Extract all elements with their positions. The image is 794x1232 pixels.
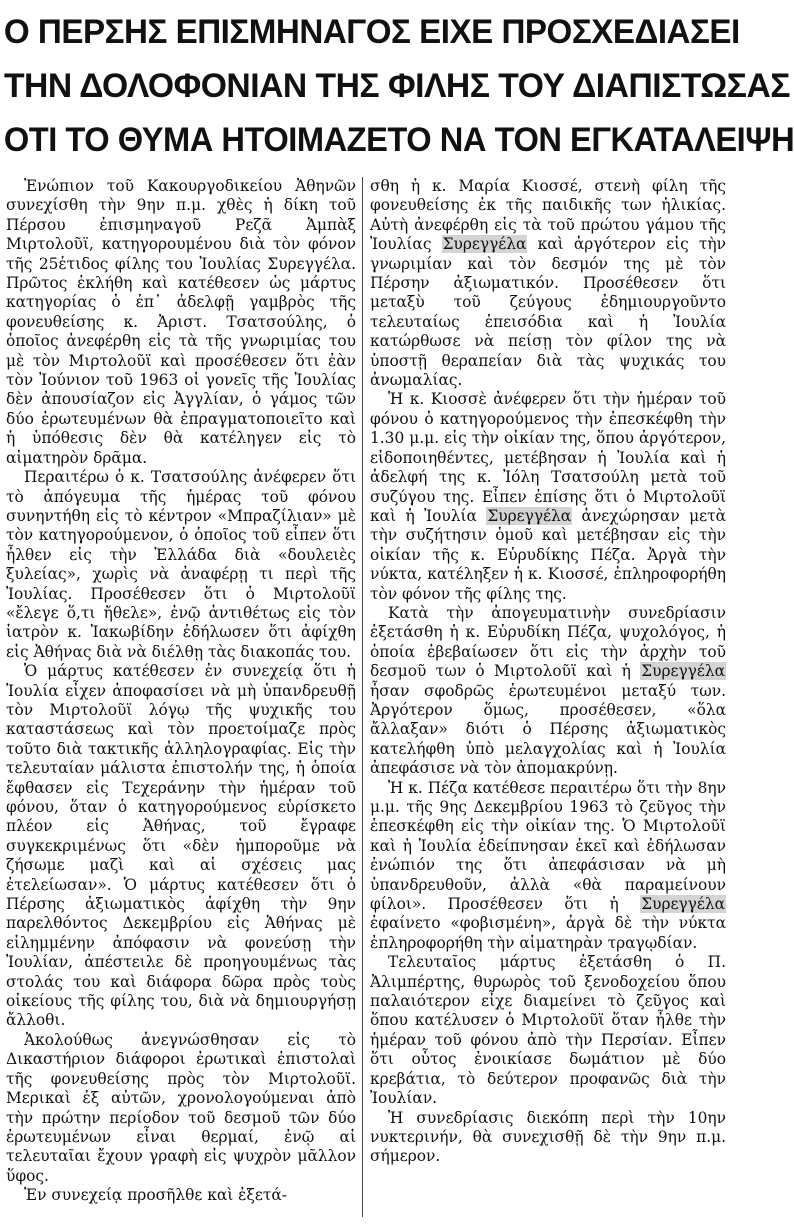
paragraph	[370, 604, 726, 779]
article-body	[0, 177, 735, 1217]
headline-line-3: ΟΤΙ ΤΟ ΘΥΜΑ ΗΤΟΙΜΑΖΕΤΟ ΝΑ ΤΟΝ ΕΓΚΑΤΑΛΕΙΨΗ	[3, 121, 794, 159]
headline-line-2: ΤΗΝ ΔΟΛΟΦΟΝΙΑΝ ΤΗΣ ΦΙΛΗΣ ΤΟΥ ΔΙΑΠΙΣΤΩΣΑΣ	[3, 67, 791, 105]
paragraph: Τελευταῖος μάρτυς ἐξετάσθη ὁ Π. Ἀλιμπέρτης, θυρωρὸς τοῦ ξενοδοχείου ὅπου παλαιότερον εἶχε διαμείνει τὸ ζεῦγος καὶ ὅπου κατέλυσεν ὁ Μιρτολοῦϊ ὅταν ἦλθε τὴν ἡμέραν τοῦ φόνου ἀπὸ τὴν Περσίαν. Εἶπεν ὅτι οὗτος ἐνοικίασε δωμάτιον μὲ δύο κρεβάτια, τὸ δεύτερον προφανῶς διὰ τὴν Ἰουλίαν.	[370, 953, 726, 1108]
paragraph-text: καὶ ἀργότερον εἰς τὴν γνωριμίαν καὶ τὸν δεσμόν της μὲ τὸν Πέρσην ἀξιωματικόν. Προσέθεσεν ὅτι μεταξὺ τοῦ ζεύγους ἐδημιουργοῦντο τελευταίως ἐπεισόδια καὶ ἡ Ἰουλία κατώρθωσε νὰ πείσῃ τὸν φίλον της νὰ ὑποστῇ θεραπείαν διὰ τὰς ψυχικάς του ἀνωμαλίας.	[370, 235, 726, 390]
article-headline	[0, 0, 794, 162]
right-column	[370, 177, 726, 1217]
paragraph-text: ἐφαίνετο «φοβισμένη», ἀργὰ δὲ τὴν νύκτα ἐπληροφορήθη τὴν αἱματηρὰν τραγῳδίαν.	[370, 914, 726, 952]
highlighted-name: Συρεγγέλα	[487, 506, 572, 525]
paragraph-text: ἦσαν σφοδρῶς ἐρωτευμένοι μεταξύ των. Ἀργότερον ὅμως, προσέθεσεν, «ὅλα ἄλλαξαν» διότι ὁ Πέρσης ἀξιωματικὸς κατελήφθη ὑπὸ μελαγχολίας καὶ ἡ Ἰουλία ἀπεφάσισε νὰ τὸν ἀπομακρύνῃ.	[370, 681, 726, 778]
paragraph: Ἐνώπιον τοῦ Κακουργοδικείου Ἀθηνῶν συνεχίσθη τὴν 9ην π.μ. χθὲς ἡ δίκη τοῦ Πέρσου ἐπισμηναγοῦ Ρεζᾶ Ἀμπὰξ Μιρτολοῦϊ, κατηγορουμένου διὰ τὸν φόνον τῆς 25ἐτιδος φίλης του Ἰουλίας Συρεγγέλα. Πρῶτος ἐκλήθη καὶ κατέθεσεν ὡς μάρτυς κατηγορίας ὁ ἐπ᾽ ἀδελφῇ γαμβρὸς τῆς φονευθείσης κ. Ἀριστ. Τσατσούλης, ὁ ὁποῖος ἀνεφέρθη εἰς τὰ τῆς γνωριμίας του μὲ τὸν Μιρτολοῦϊ καὶ προσέθεσεν ὅτι ἐὰν τὸν Ἰούνιον τοῦ 1963 οἱ γονεῖς τῆς Ἰουλίας δὲν ἀπουσίαζον εἰς Ἀγγλίαν, ὁ γάμος τῶν δύο ἐρωτευμένων θὰ ἐπραγματοποιεῖτο καὶ ἡ ὑπόθεσις δὲν θὰ κατέληγεν εἰς τὸ αἱματηρὸν δρᾶμα.	[6, 177, 356, 467]
paragraph-text: Κατὰ τὴν ἀπογευματινὴν συνεδρίασιν ἐξετάσθη ἡ κ. Εὐρυδίκη Πέζα, ψυχολόγος, ἡ ὁποία ἐβεβαίωσεν ὅτι εἰς τὴν ἀρχὴν τοῦ δεσμοῦ των ὁ Μιρτολοῦϊ καὶ ἡ	[370, 603, 726, 681]
highlighted-name: Συρεγγέλα	[442, 235, 527, 254]
column-divider	[362, 177, 363, 1217]
headline-line-1: Ο ΠΕΡΣΗΣ ΕΠΙΣΜΗΝΑΓΟΣ ΕΙΧΕ ΠΡΟΣΧΕΔΙΑΣΕΙ	[3, 13, 740, 51]
paragraph	[370, 390, 726, 603]
paragraph: Ἐν συνεχείᾳ προσῆλθε καὶ ἐξετά-	[24, 1186, 287, 1205]
paragraph-text: ἀνεχώρησαν μετὰ τὴν συζήτησιν ὁμοῦ καὶ μετέβησαν εἰς τὴν οἰκίαν τῆς κ. Εὐρυδίκης Πέζα. Ἀργὰ τὴν νύκτα, κατέληξεν ἡ κ. Κιοσσέ, ἐπληροφορήθη τὸν φόνον τῆς φίλης της.	[370, 506, 726, 603]
paragraph-text: Ἡ κ. Κιοσσὲ ἀνέφερεν ὅτι τὴν ἡμέραν τοῦ φόνου ὁ κατηγορούμενος τὴν ἐπεσκέφθη τὴν 1.30 μ.μ. εἰς τὴν οἰκίαν της, ὅπου ἀργότερον, εἰδοποιηθέντες, μετέβησαν ἡ Ἰουλία καὶ ἡ ἀδελφή της κ. Ἰόλη Τσατσούλη μετὰ τοῦ συζύγου της. Εἶπεν ἐπίσης ὅτι ὁ Μιρτολοῦϊ καὶ ἡ Ἰουλία	[370, 390, 726, 525]
paragraph: Ἡ συνεδρίασις διεκόπη περὶ τὴν 10ην νυκτερινήν, θὰ συνεχισθῇ δὲ τὴν 9ην π.μ. σήμερον.	[370, 1108, 726, 1166]
highlighted-name: Συρεγγέλα	[641, 895, 725, 914]
paragraph: Ὁ μάρτυς κατέθεσεν ἐν συνεχείᾳ ὅτι ἡ Ἰουλία εἶχεν ἀποφασίσει νὰ μὴ ὑπανδρευθῇ τὸν Μιρτολοῦϊ λόγῳ τῆς ψυχικῆς του καταστάσεως καὶ τὸν προετοίμαζε πρὸς τοῦτο διὰ τακτικῆς ἀλληλογραφίας. Εἰς τὴν τελευταίαν μάλιστα ἐπιστολήν της, ἡ ὁποία ἔφθασεν εἰς Τεχεράνην τὴν ἡμέραν τοῦ φόνου, ὅταν ὁ κατηγορούμενος εὑρίσκετο πλέον εἰς Ἀθήνας, τοῦ ἔγραφε συγκεκριμένως ὅτι «δὲν ἠμποροῦμε νὰ ζήσωμε μαζὶ καὶ αἱ σχέσεις μας ἐτελείωσαν». Ὁ μάρτυς κατέθεσεν ὅτι ὁ Πέρσης ἀξιωματικὸς ἀφίχθη τὴν 9ην παρελθόντος Δεκεμβρίου εἰς Ἀθήνας μὲ εἰλημμένην ἀπόφασιν νὰ φονεύσῃ τὴν Ἰουλίαν, ἀπέστειλε δὲ προηγουμένως τὰς στολάς του καὶ διάφορα δῶρα πρὸς τοὺς οἰκείους τῆς φίλης του, διὰ νὰ δημιουργήσῃ ἄλλοθι.	[6, 662, 356, 1030]
left-column	[6, 177, 356, 1217]
paragraph-text: Ἡ κ. Πέζα κατέθεσε περαιτέρω ὅτι τὴν 8ην μ.μ. τῆς 9ης Δεκεμβρίου 1963 τὸ ζεῦγος τὴν ἐπεσκέφθη εἰς τὴν οἰκίαν της. Ὁ Μιρτολοῦϊ καὶ ἡ Ἰουλία ἐδείπνησαν ἐκεῖ καὶ ἐδήλωσαν ἐνώπιόν της ὅτι ἀπεφάσισαν νὰ μὴ ὑπανδρευθοῦν, ἀλλὰ «θὰ παραμείνουν φίλοι». Προσέθεσεν ὅτι ἡ	[370, 778, 726, 914]
paragraph-text: σθη ἡ κ. Μαρία Κιοσσέ, στενὴ φίλη τῆς φονευθείσης ἐκ τῆς παιδικῆς των ἡλικίας. Αὐτὴ ἀνεφέρθη εἰς τὰ τοῦ πρώτου γάμου τῆς Ἰουλίας	[370, 177, 726, 254]
paragraph	[370, 177, 726, 390]
paragraph	[370, 779, 726, 954]
paragraph: Περαιτέρω ὁ κ. Τσατσούλης ἀνέφερεν ὅτι τὸ ἀπόγευμα τῆς ἡμέρας τοῦ φόνου συνηντήθη εἰς τὸ κέντρον «Μπραζίλιαν» μὲ τὸν κατηγορούμενον, ὁ ὁποῖος τοῦ εἶπεν ὅτι ἦλθεν εἰς τὴν Ἑλλάδα διὰ «δουλειὲς ξυλείας», χωρὶς νὰ ἀναφέρῃ τι περὶ τῆς Ἰουλίας. Προσέθεσεν ὅτι ὁ Μιρτολοῦϊ «ἔλεγε ὅ,τι ἤθελε», ἐνῷ ἀντιθέτως εἰς τὸν ἰατρὸν κ. Ἰακωβίδην ἐδήλωσεν ὅτι ἀφίχθη εἰς Ἀθήνας διὰ νὰ διέλθῃ τὰς διακοπάς του.	[6, 468, 356, 661]
paragraph: Ἀκολούθως ἀνεγνώσθησαν εἰς τὸ Δικαστήριον διάφοροι ἐρωτικαὶ ἐπιστολαὶ τῆς φονευθείσης πρὸς τὸν Μιρτολοῦϊ. Μερικαὶ ἐξ αὐτῶν, χρονολογούμεναι ἀπὸ τὴν πρώτην περίοδον τοῦ δεσμοῦ τῶν δύο ἐρωτευμένων εἶναι θερμαί, ἐνῷ αἱ τελευταῖαι ἔχουν γραφὴ εἰς ψυχρὸν μᾶλλον ὕφος.	[6, 1030, 356, 1185]
highlighted-name: Συρεγγέλα	[641, 662, 725, 681]
